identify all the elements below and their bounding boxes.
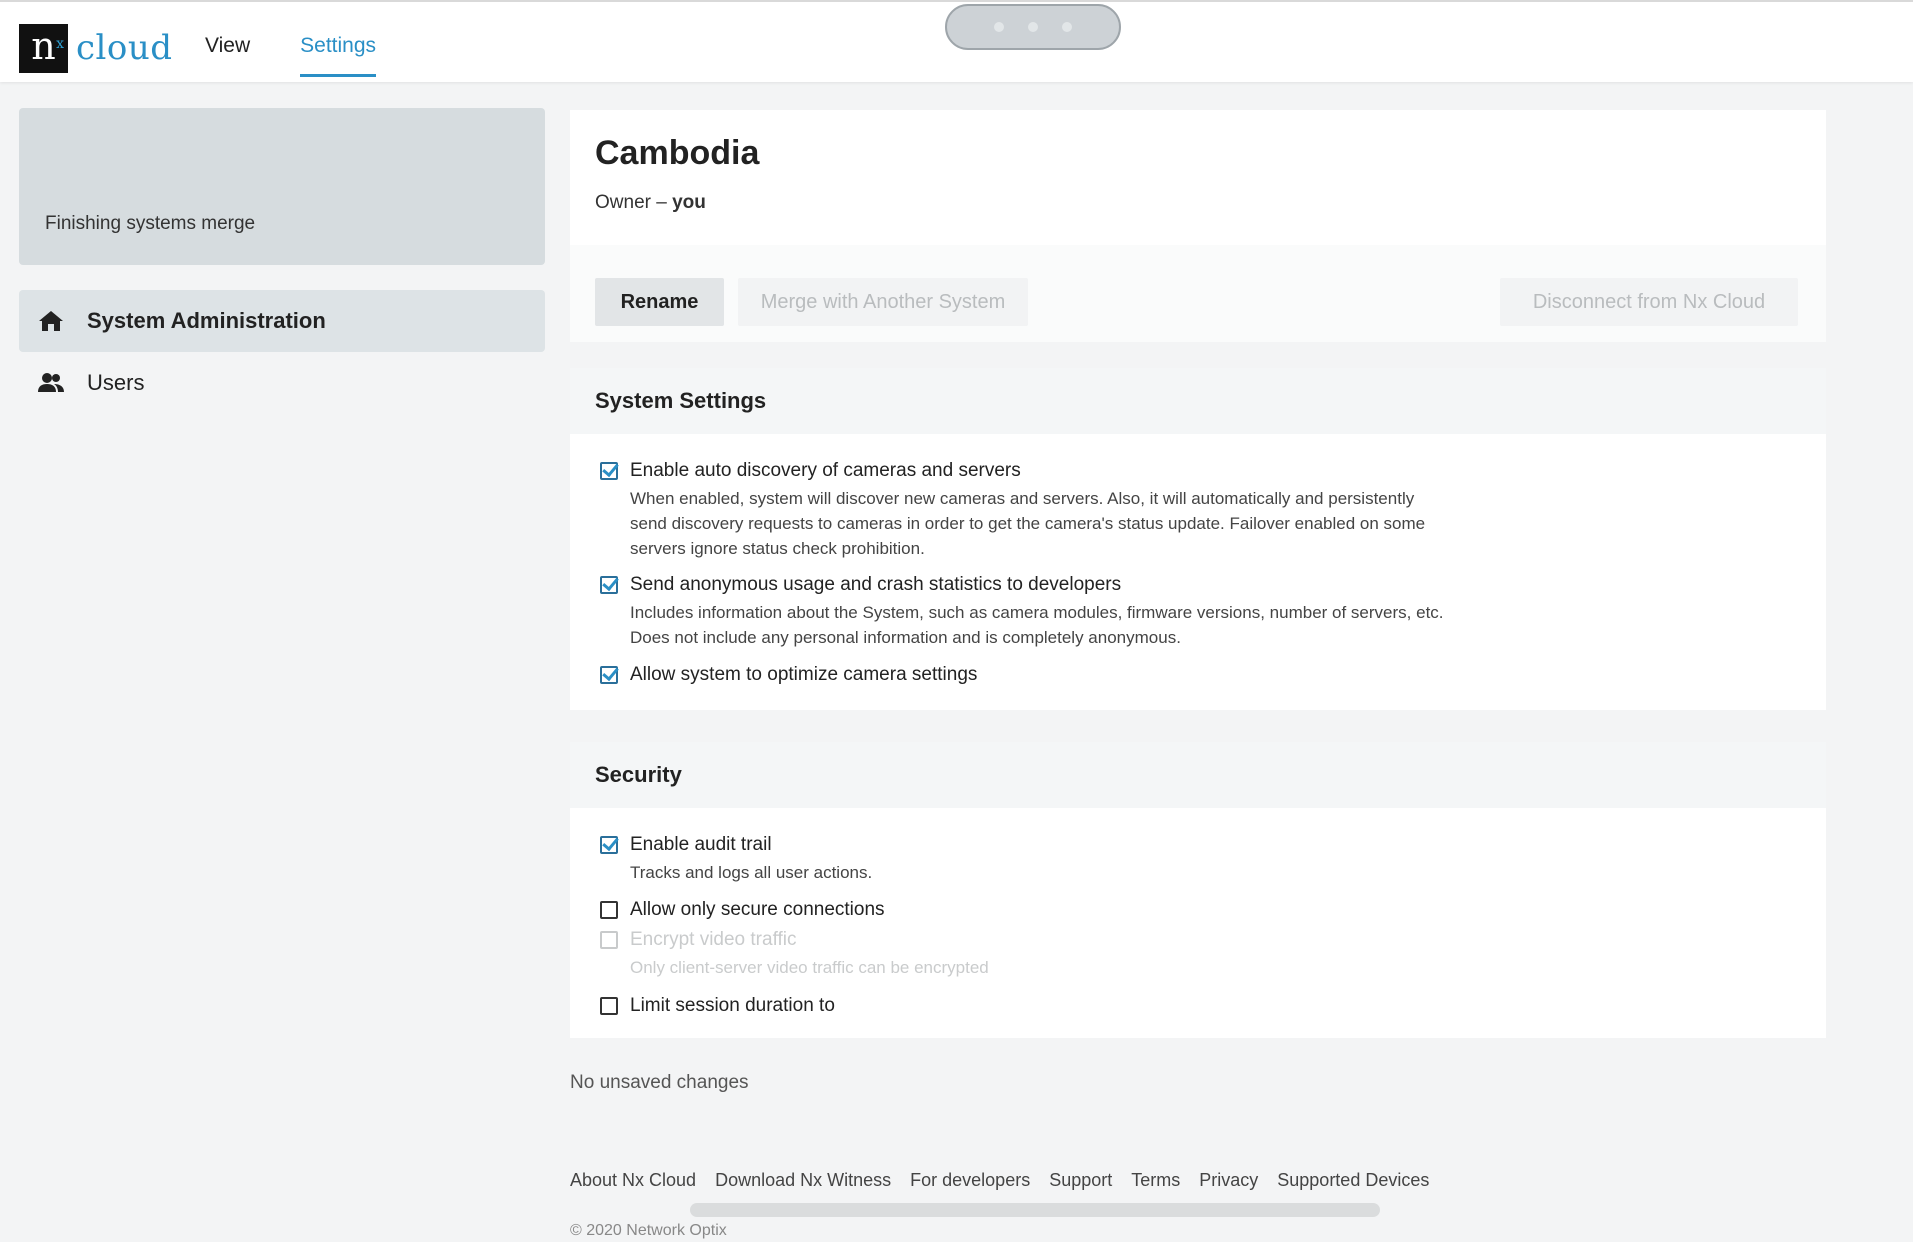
- window-control-pill[interactable]: [945, 4, 1121, 50]
- option-usage-statistics: [600, 574, 1450, 650]
- logo-text: cloud: [76, 28, 173, 68]
- footer-link-download[interactable]: Download Nx Witness: [715, 1170, 892, 1190]
- logo-letter: n: [31, 23, 56, 68]
- pill-dot: [994, 22, 1004, 32]
- usage-statistics-checkbox[interactable]: [600, 576, 618, 594]
- secure-connections-checkbox[interactable]: [600, 901, 618, 919]
- option-description: Only client-server video traffic can be encrypted: [630, 958, 989, 977]
- footer-link-about[interactable]: About Nx Cloud: [570, 1170, 697, 1190]
- option-audit-trail: [600, 834, 1450, 885]
- security-card: [570, 742, 1826, 1038]
- footer-link-privacy[interactable]: Privacy: [1199, 1170, 1259, 1190]
- system-actions: [570, 245, 1826, 342]
- top-bar: [0, 0, 1913, 82]
- system-name: Cambodia: [595, 134, 760, 172]
- system-owner: [595, 192, 706, 214]
- system-settings-card: [570, 368, 1826, 710]
- option-label: Enable audit trail: [630, 834, 772, 855]
- owner-prefix: Owner –: [595, 192, 673, 213]
- option-label: Allow system to optimize camera settings: [630, 664, 978, 685]
- option-label: Limit session duration to: [630, 995, 835, 1016]
- horizontal-scrollbar[interactable]: [690, 1203, 1380, 1217]
- section-title: System Settings: [570, 368, 1826, 434]
- option-auto-discovery: [600, 460, 1450, 561]
- footer-link-supported-devices[interactable]: Supported Devices: [1277, 1170, 1430, 1190]
- footer-links: [570, 1170, 1429, 1191]
- encrypt-video-checkbox[interactable]: [600, 931, 618, 949]
- merge-status-text: Finishing systems merge: [45, 213, 256, 234]
- owner-value: you: [672, 192, 706, 213]
- footer-link-terms[interactable]: Terms: [1131, 1170, 1181, 1190]
- option-label: Encrypt video traffic: [630, 929, 797, 950]
- merge-system-button[interactable]: Merge with Another System: [738, 278, 1028, 326]
- audit-trail-checkbox[interactable]: [600, 836, 618, 854]
- tab-settings[interactable]: Settings: [300, 34, 376, 77]
- disconnect-cloud-button[interactable]: Disconnect from Nx Cloud: [1500, 278, 1798, 326]
- pill-dot: [1028, 22, 1038, 32]
- option-description: Includes information about the System, such as camera modules, firmware versions, number of servers, etc. Does not include any personal information and is completely anonymous.: [630, 603, 1444, 647]
- sidebar-item-label: System Administration: [87, 308, 326, 333]
- option-label: Allow only secure connections: [630, 899, 885, 920]
- option-secure-connections: [600, 899, 885, 921]
- section-title: Security: [570, 742, 1826, 808]
- home-icon: [37, 309, 65, 333]
- option-description: Tracks and logs all user actions.: [630, 863, 873, 882]
- option-optimize-camera: [600, 664, 977, 686]
- sidebar-item-label: Users: [87, 370, 145, 395]
- footer-link-support[interactable]: Support: [1049, 1170, 1113, 1190]
- auto-discovery-checkbox[interactable]: [600, 462, 618, 480]
- logo-mark: [19, 24, 68, 73]
- sidebar-item-users[interactable]: [19, 352, 545, 414]
- option-encrypt-video: [600, 929, 1450, 980]
- merge-status-card: [19, 108, 545, 265]
- system-card: [570, 110, 1826, 342]
- copyright: © 2020 Network Optix: [570, 1222, 727, 1239]
- pill-dot: [1062, 22, 1072, 32]
- optimize-camera-checkbox[interactable]: [600, 666, 618, 684]
- limit-session-checkbox[interactable]: [600, 997, 618, 1015]
- save-status: No unsaved changes: [570, 1072, 749, 1093]
- nx-cloud-logo[interactable]: [19, 22, 173, 74]
- rename-button[interactable]: Rename: [595, 278, 724, 326]
- option-description: When enabled, system will discover new cameras and servers. Also, it will automatically and persistently send discovery requests to cameras in order to get the camera's status update. Failover enabled on some servers ignore status check prohibition.: [630, 489, 1426, 558]
- users-icon: [37, 371, 65, 395]
- main-nav: [205, 34, 376, 77]
- option-limit-session: [600, 995, 835, 1017]
- sidebar-item-system-administration[interactable]: [19, 290, 545, 352]
- option-label: Send anonymous usage and crash statistics to developers: [630, 574, 1122, 595]
- footer-link-developers[interactable]: For developers: [910, 1170, 1031, 1190]
- option-label: Enable auto discovery of cameras and servers: [630, 460, 1021, 481]
- tab-view[interactable]: View: [205, 34, 251, 57]
- logo-sup: x: [56, 35, 64, 52]
